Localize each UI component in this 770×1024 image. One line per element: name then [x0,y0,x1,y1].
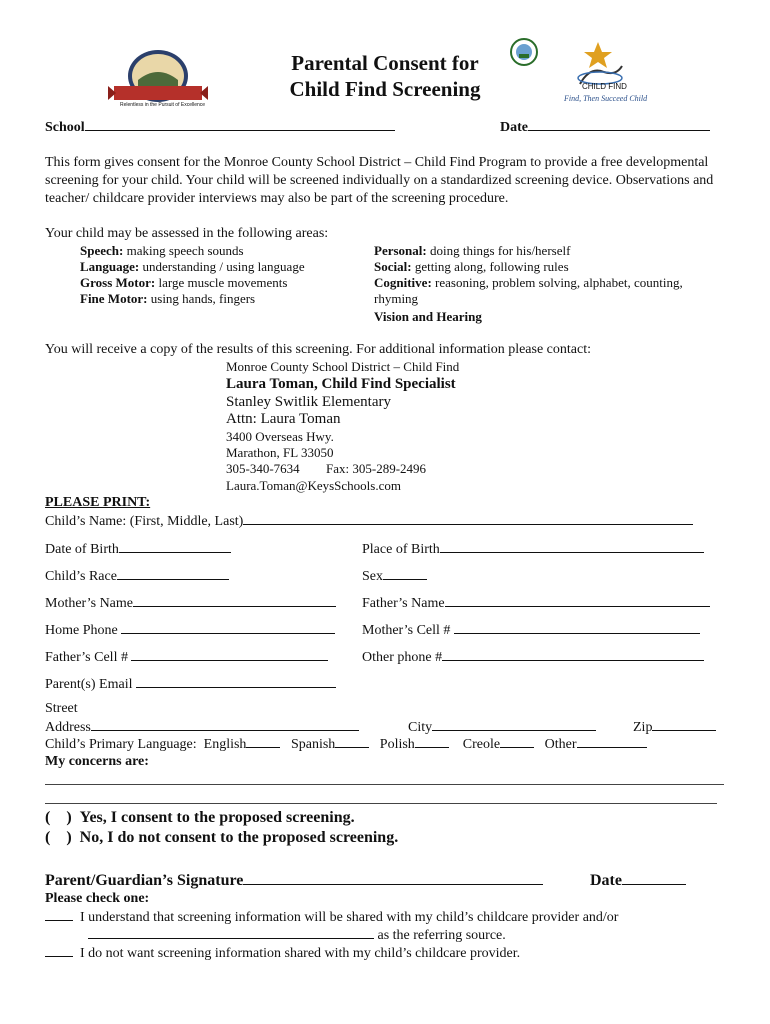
area-vision-hearing: Vision and Hearing [374,309,482,324]
date-label: Date [500,120,528,135]
areas-lead: Your child may be assessed in the following areas: [45,226,329,241]
sex-field[interactable]: Sex [362,567,427,585]
area-language: Language: understanding / using language [80,259,305,274]
contact-fax: Fax: 305-289-2496 [326,461,427,476]
mother-cell-field[interactable]: Mother’s Cell # [362,621,700,639]
zip-field[interactable]: Zip [633,718,716,736]
child-find-tagline: Find, Then Succeed Child [564,94,648,103]
page-title-line1: Parental Consent for [291,51,479,75]
check-one-label: Please check one: [45,891,150,906]
street-label: Street [45,701,78,716]
father-cell-field[interactable]: Father’s Cell # [45,648,328,666]
street-address-field[interactable]: Address [45,718,359,736]
contact-lead: You will receive a copy of the results of this screening. For additional information please contact: [45,342,591,357]
concerns-label: My concerns are: [45,754,149,769]
childs-name-field[interactable]: Child’s Name: (First, Middle, Last) [45,512,693,530]
area-social: Social: getting along, following rules [374,259,569,274]
contact-name: Laura Toman, Child Find Specialist [226,376,456,392]
check-option-share-cont[interactable]: as the referring source. [88,926,506,944]
primary-language-field[interactable]: Child’s Primary Language: English Spanish Polish Creole Other [45,735,647,753]
please-print-heading: PLEASE PRINT: [45,495,151,510]
mother-name-field[interactable]: Mother’s Name [45,594,336,612]
contact-address1: 3400 Overseas Hwy. [226,429,334,444]
place-of-birth-field[interactable]: Place of Birth [362,540,704,558]
contact-address2: Marathon, FL 33050 [226,445,334,460]
check-option-share[interactable]: I understand that screening information will be shared with my child’s childcare provider and/or [45,908,618,926]
consent-yes-option[interactable]: ( ) Yes, I consent to the proposed screening. [45,809,355,826]
area-cognitive: Cognitive: reasoning, problem solving, alphabet, counting, [374,275,683,290]
concerns-line-1[interactable] [45,784,724,785]
district-logo [108,46,208,114]
area-gross-motor: Gross Motor: large muscle movements [80,275,288,290]
home-phone-field[interactable]: Home Phone [45,621,335,639]
child-find-logo-text: CHILD FIND [582,82,627,91]
area-personal: Personal: doing things for his/herself [374,243,571,258]
concerns-line-2[interactable] [45,803,717,804]
child-find-logo [560,40,648,110]
district-logo-caption: Relentless in the Pursuit of Excellence [120,102,206,108]
school-label: School [45,120,85,135]
parent-email-field[interactable]: Parent(s) Email [45,675,336,693]
area-cognitive-cont: rhyming [374,291,419,306]
date-field[interactable] [500,118,710,136]
school-field[interactable] [45,118,395,136]
contact-phone: 305-340-7634 [226,461,300,476]
other-phone-field[interactable]: Other phone # [362,648,704,666]
signature-date-field[interactable]: Date [590,871,686,890]
check-option-no-share[interactable]: I do not want screening information shared with my child’s childcare provider. [45,944,520,962]
area-speech: Speech: making speech sounds [80,243,244,258]
signature-field[interactable]: Parent/Guardian’s Signature [45,871,543,890]
contact-org: Monroe County School District – Child Find [226,359,460,374]
race-field[interactable]: Child’s Race [45,567,229,585]
page-title-line2: Child Find Screening [289,77,481,101]
consent-no-option[interactable]: ( ) No, I do not consent to the proposed screening. [45,829,399,846]
area-fine-motor: Fine Motor: using hands, fingers [80,291,256,306]
state-seal-icon [510,38,538,66]
father-name-field[interactable]: Father’s Name [362,594,710,612]
contact-email[interactable]: Laura.Toman@KeysSchools.com [226,478,401,493]
contact-attn: Attn: Laura Toman [226,411,341,427]
intro-paragraph: This form gives consent for the Monroe County School District – Child Find Program to provide a free developmental screening for your child. Your child will be screened individually on a standardized screening device. Observations and teacher/ childcare provider interviews may also be part of the screening procedure. [45,155,714,206]
dob-field[interactable]: Date of Birth [45,540,231,558]
contact-school: Stanley Switlik Elementary [226,394,391,410]
city-field[interactable]: City [408,718,596,736]
